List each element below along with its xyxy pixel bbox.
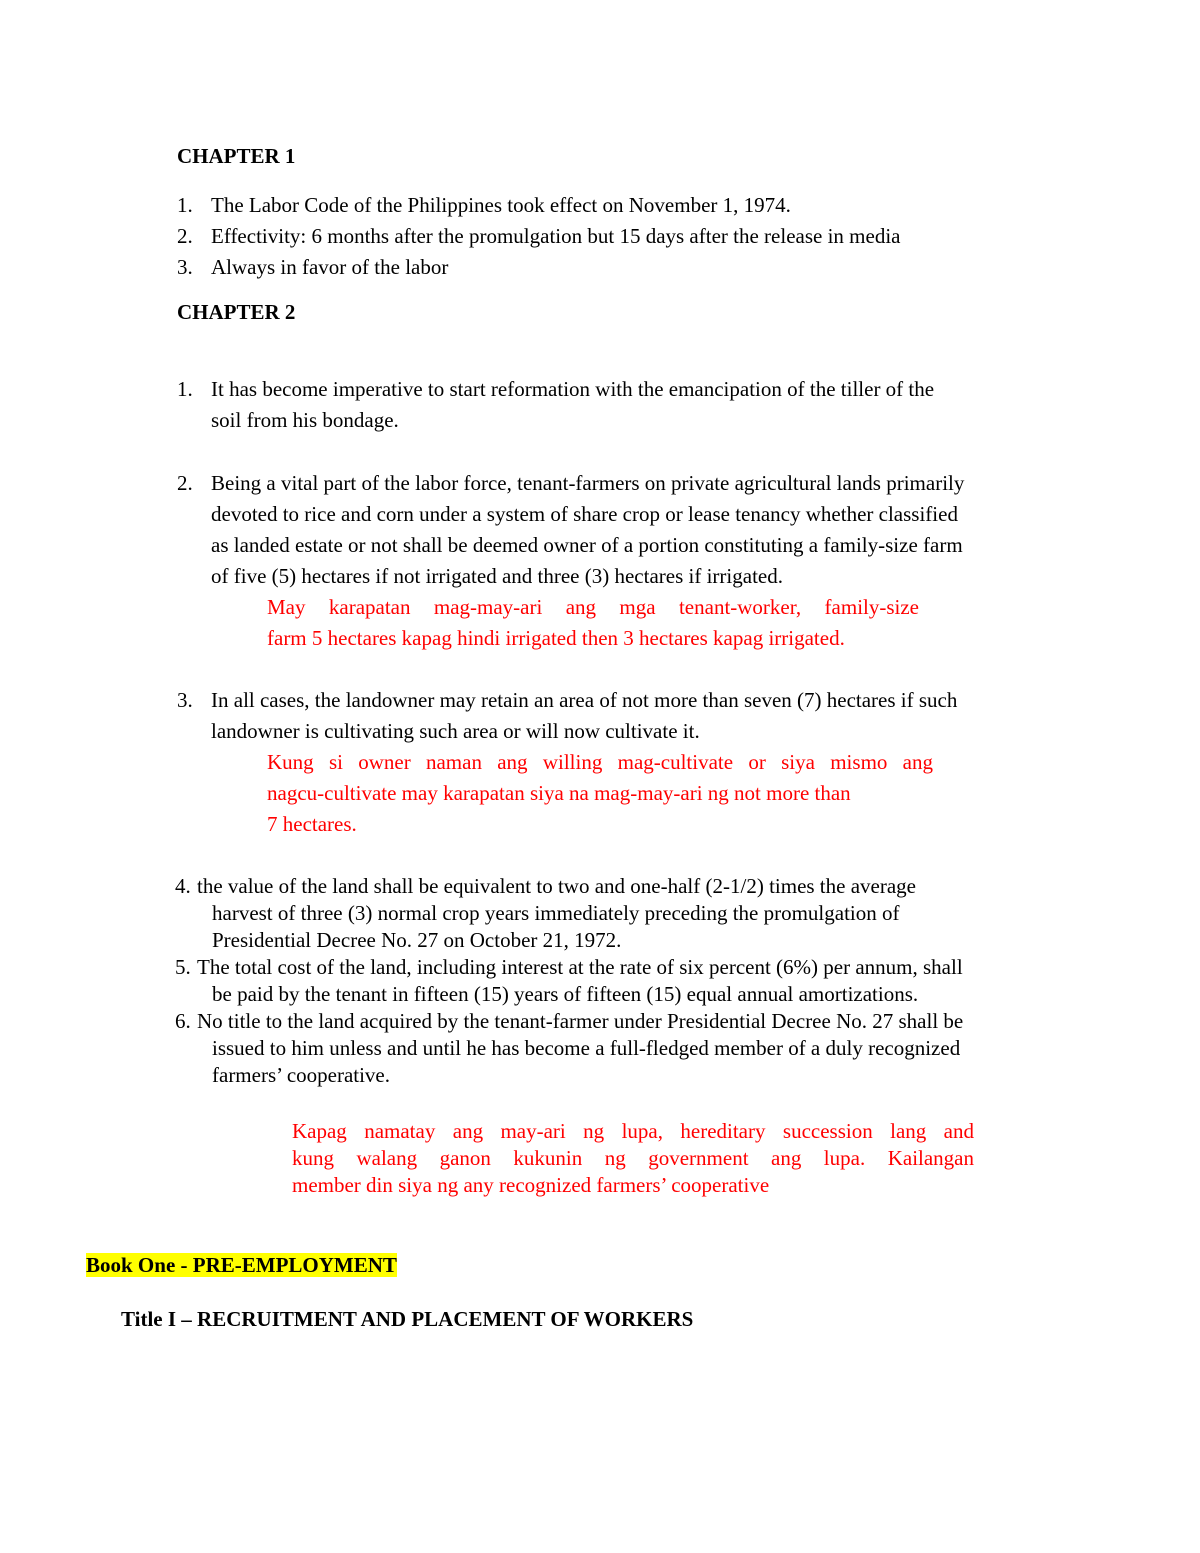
list-item: 5. The total cost of the land, including interest at the rate of six percent (6%) per annum, shall be paid by the tenant in fifteen (15) years of fifteen (15) equal annual amortizations. <box>175 955 963 1006</box>
list-item: 2. Effectivity: 6 months after the promulgation but 15 days after the release in media <box>177 224 901 248</box>
numbered-list <box>175 873 963 1089</box>
book-heading: Book One - PRE-EMPLOYMENT <box>86 1253 397 1277</box>
list-item: 2. Being a vital part of the labor force, tenant-farmers on private agricultural lands primarily devoted to rice and corn under a system of share crop or lease tenancy whether classified as landed estate or not shall be deemed owner of a portion constituting a family-size farm of five (5) hectares if not irrigated and three (3) hectares if irrigated. <box>177 471 965 588</box>
title-heading: Title I – RECRUITMENT AND PLACEMENT OF WORKERS <box>121 1307 694 1331</box>
chapter-1-list <box>177 190 900 283</box>
list-item: 1. The Labor Code of the Philippines took effect on November 1, 1974. <box>177 193 791 217</box>
list-item: 3. Always in favor of the labor <box>177 255 449 279</box>
annotation-note: Kapag namatay ang may-ari ng lupa, hereditary succession lang and kung walang ganon kukunin ng government ang lupa. Kailangan member din siya ng any recognized farmers’ cooperative <box>292 1119 974 1197</box>
list-item: 1. It has become imperative to start reformation with the emancipation of the tiller of the soil from his bondage. <box>177 377 935 432</box>
annotation-note: May karapatan mag-may-ari ang mga tenant-worker, family-size farm 5 hectares kapag hindi irrigated then 3 hectares kapag irrigated. <box>267 595 919 650</box>
chapter-1-heading: CHAPTER 1 <box>177 144 296 168</box>
list-item: 4. the value of the land shall be equivalent to two and one-half (2-1/2) times the average harvest of three (3) normal crop years immediately preceding the promulgation of Presidential Decree No. 27 on October 21, 1972. <box>175 874 916 952</box>
chapter-2-heading: CHAPTER 2 <box>177 300 296 324</box>
list-item: 6. No title to the land acquired by the tenant-farmer under Presidential Decree No. 27 shall be issued to him unless and until he has become a full-fledged member of a duly recognized farmers’ cooperative. <box>175 1009 964 1087</box>
list-item: 3. In all cases, the landowner may retain an area of not more than seven (7) hectares if such landowner is cultivating such area or will now cultivate it. <box>177 688 958 743</box>
annotation-note: Kung si owner naman ang willing mag-cultivate or siya mismo ang nagcu-cultivate may karapatan siya na mag-may-ari ng not more than 7 hectares. <box>267 750 933 836</box>
